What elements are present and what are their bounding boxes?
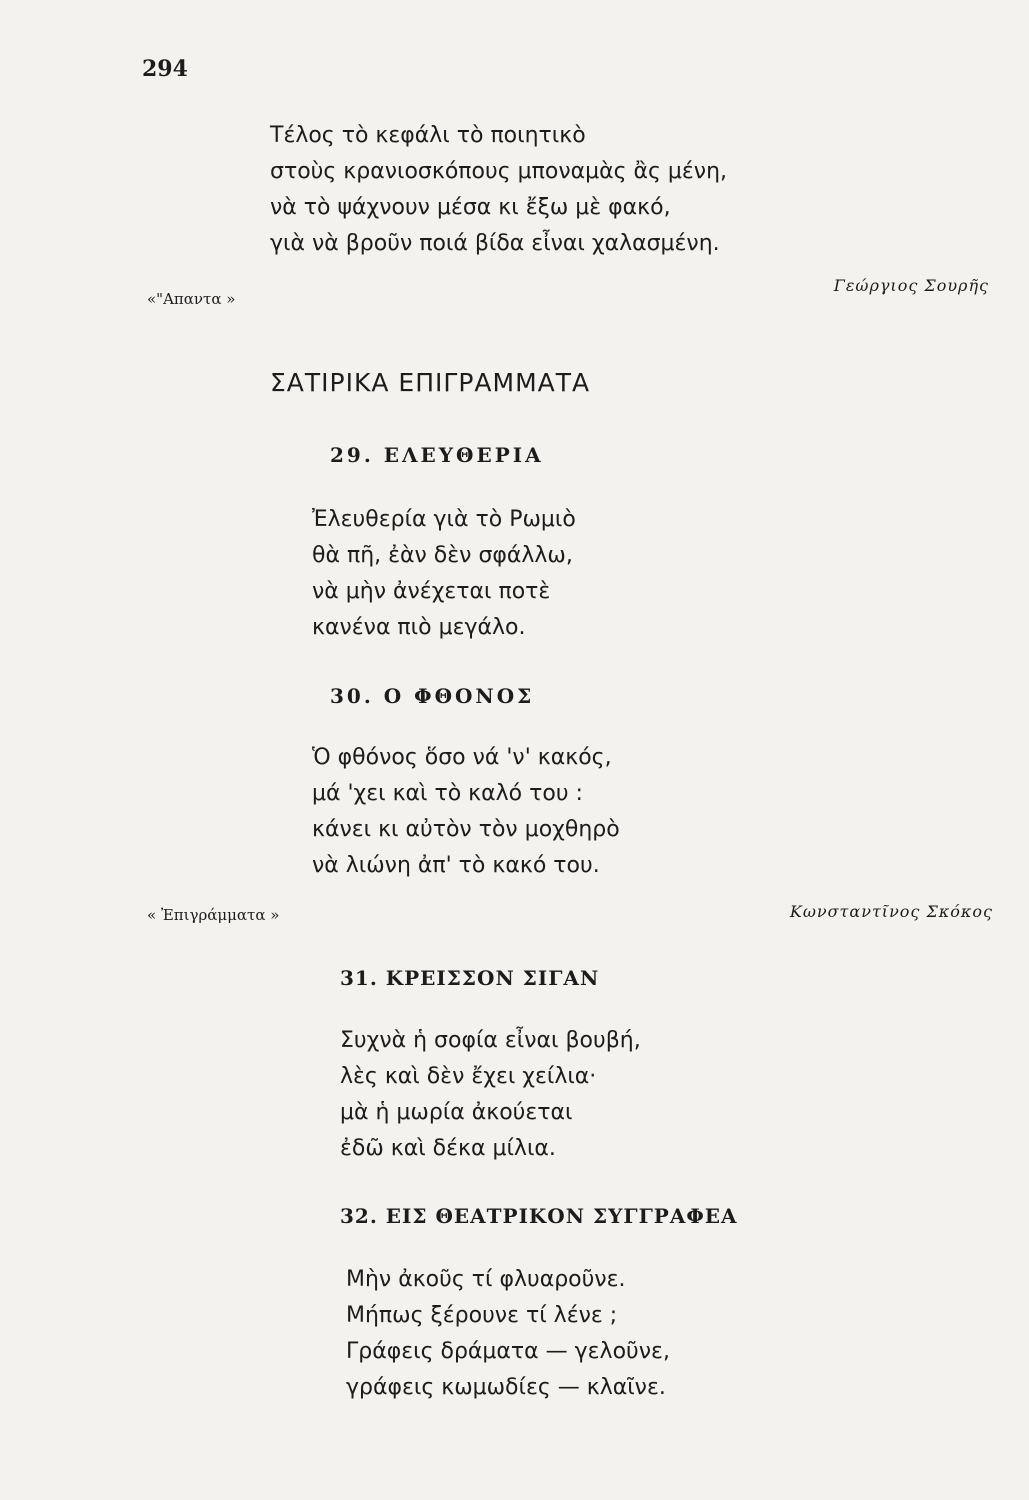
verse-line: ἐδῶ καὶ δέκα μίλια.	[340, 1136, 556, 1161]
verse-line: Ἐλευθερία γιὰ τὸ Ρωμιὸ	[312, 507, 576, 532]
verse-line: θὰ πῆ, ἐὰν δὲν σφάλλω,	[312, 543, 573, 568]
page-number: 294	[142, 56, 188, 82]
epigram-31-verse	[340, 1023, 641, 1167]
epigram-heading: 32. ΕΙΣ ΘΕΑΤΡΙΚΟΝ ΣΥΓΓΡΑΦΕΑ	[340, 1204, 738, 1228]
epigram-29-verse	[312, 502, 576, 646]
section-title: ΣΑΤΙΡΙΚΑ ΕΠΙΓΡΑΜΜΑΤΑ	[270, 368, 591, 397]
epigram-32-verse	[346, 1262, 670, 1406]
verse-line: νὰ μὴν ἀνέχεται ποτὲ	[312, 579, 551, 604]
author-name: Κωνσταντῖνος Σκόκος	[789, 902, 993, 921]
verse-line: νὰ λιώνη ἀπ' τὸ κακό του.	[312, 853, 600, 878]
verse-line: γράφεις κωμωδίες — κλαῖνε.	[346, 1375, 666, 1400]
verse-line: νὰ τὸ ψάχνουν μέσα κι ἔξω μὲ φακό,	[270, 195, 671, 220]
poem-top	[270, 118, 727, 262]
verse-line: μὰ ἡ μωρία ἀκούεται	[340, 1100, 573, 1125]
source-title: « Ἐπιγράμματα »	[147, 906, 280, 924]
verse-line: λὲς καὶ δὲν ἔχει χείλια·	[340, 1064, 597, 1089]
verse-line: Γράφεις δράματα — γελοῦνε,	[346, 1339, 670, 1364]
verse-line: Μήπως ξέρουνε τί λένε ;	[346, 1303, 618, 1328]
epigram-heading: 30. Ο ΦΘΟΝΟΣ	[330, 684, 535, 708]
verse-line: γιὰ νὰ βροῦν ποιά βίδα εἶναι χαλασμένη.	[270, 231, 720, 256]
verse-line: μά 'χει καὶ τὸ καλό του :	[312, 781, 583, 806]
verse-line: Ὁ φθόνος ὅσο νά 'ν' κακός,	[312, 745, 612, 770]
verse-line: Τέλος τὸ κεφάλι τὸ ποιητικὸ	[270, 123, 586, 148]
verse-line: κανένα πιὸ μεγάλο.	[312, 615, 526, 640]
author-name: Γεώργιος Σουρῆς	[833, 276, 989, 295]
epigram-30-verse	[312, 740, 620, 884]
verse-line: κάνει κι αὐτὸν τὸν μοχθηρὸ	[312, 817, 620, 842]
epigram-heading: 29. ΕΛΕΥΘΕΡΙΑ	[330, 443, 544, 467]
verse-line: Συχνὰ ἡ σοφία εἶναι βουβή,	[340, 1028, 641, 1053]
source-title: «"Απαντα »	[147, 290, 236, 308]
verse-line: Μὴν ἀκοῦς τί φλυαροῦνε.	[346, 1267, 626, 1292]
epigram-heading: 31. ΚΡΕΙΣΣΟΝ ΣΙΓΑΝ	[340, 966, 600, 990]
verse-line: στοὺς κρανιοσκόπους μποναμὰς ἂς μένη,	[270, 159, 728, 184]
